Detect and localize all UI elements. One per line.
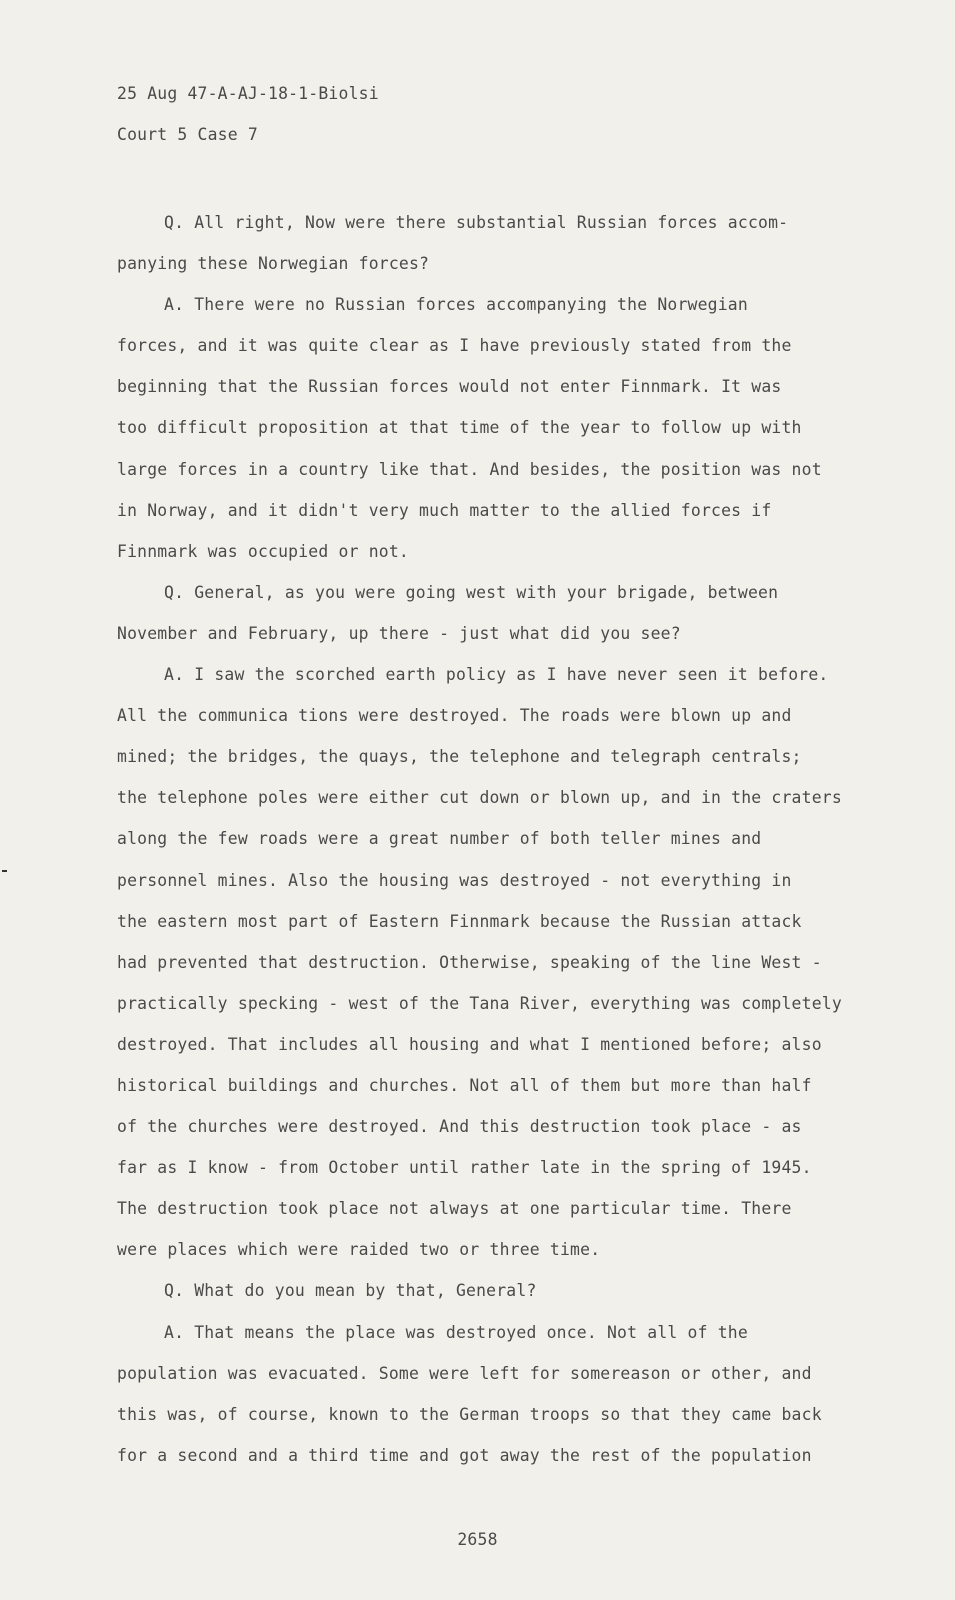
transcript-line: had prevented that destruction. Otherwise, speaking of the line West -	[117, 952, 822, 972]
transcript-line: panying these Norwegian forces?	[117, 254, 430, 274]
transcript-line: along the few roads were a great number of both teller mines and	[117, 829, 762, 849]
transcript-line: All the communica tions were destroyed. The roads were blown up and	[117, 706, 792, 726]
transcript-line: this was, of course, known to the German troops so that they came back	[117, 1404, 822, 1424]
transcript-line: A. That means the place was destroyed once. Not all of the	[164, 1322, 748, 1342]
transcript-line: population was evacuated. Some were left for somereason or other, and	[117, 1363, 812, 1383]
transcript-line: historical buildings and churches. Not all of them but more than half	[117, 1075, 812, 1095]
transcript-line: far as I know - from October until rather late in the spring of 1945.	[117, 1158, 812, 1178]
transcript-line: the eastern most part of Eastern Finnmark because the Russian attack	[117, 911, 802, 931]
transcript-line: The destruction took place not always at one particular time. There	[117, 1199, 792, 1219]
transcript-line: for a second and a third time and got away the rest of the population	[117, 1445, 812, 1465]
transcript-line: in Norway, and it didn't very much matter to the allied forces if	[117, 500, 772, 520]
transcript-body	[117, 202, 857, 1476]
transcript-line: large forces in a country like that. And besides, the position was not	[117, 459, 822, 479]
transcript-line: of the churches were destroyed. And this destruction took place - as	[117, 1117, 802, 1137]
margin-mark	[2, 870, 7, 872]
transcript-line: Q. What do you mean by that, General?	[164, 1281, 537, 1301]
transcript-line: practically specking - west of the Tana River, everything was completely	[117, 993, 842, 1013]
transcript-line: A. There were no Russian forces accompanying the Norwegian	[164, 295, 748, 315]
transcript-line: beginning that the Russian forces would not enter Finnmark. It was	[117, 377, 782, 397]
transcript-line: the telephone poles were either cut down or blown up, and in the craters	[117, 788, 842, 808]
transcript-line: destroyed. That includes all housing and what I mentioned before; also	[117, 1034, 822, 1054]
transcript-line: mined; the bridges, the quays, the telephone and telegraph centrals;	[117, 747, 802, 767]
transcript-line: Finnmark was occupied or not.	[117, 541, 409, 561]
transcript-line: too difficult proposition at that time of the year to follow up with	[117, 418, 802, 438]
court-case-label: Court 5 Case 7	[117, 125, 258, 144]
page-number: 2658	[457, 1530, 498, 1549]
transcript-line: forces, and it was quite clear as I have previously stated from the	[117, 336, 792, 356]
transcript-line: Q. All right, Now were there substantial Russian forces accom-	[164, 213, 789, 232]
document-reference: 25 Aug 47-A-AJ-18-1-Biolsi	[117, 84, 379, 103]
transcript-line: A. I saw the scorched earth policy as I have never seen it before.	[164, 665, 829, 685]
transcript-line: November and February, up there - just what did you see?	[117, 623, 681, 643]
transcript-line: Q. General, as you were going west with your brigade, between	[164, 582, 779, 602]
transcript-line: were places which were raided two or three time.	[117, 1240, 601, 1260]
transcript-line: personnel mines. Also the housing was destroyed - not everything in	[117, 870, 792, 890]
